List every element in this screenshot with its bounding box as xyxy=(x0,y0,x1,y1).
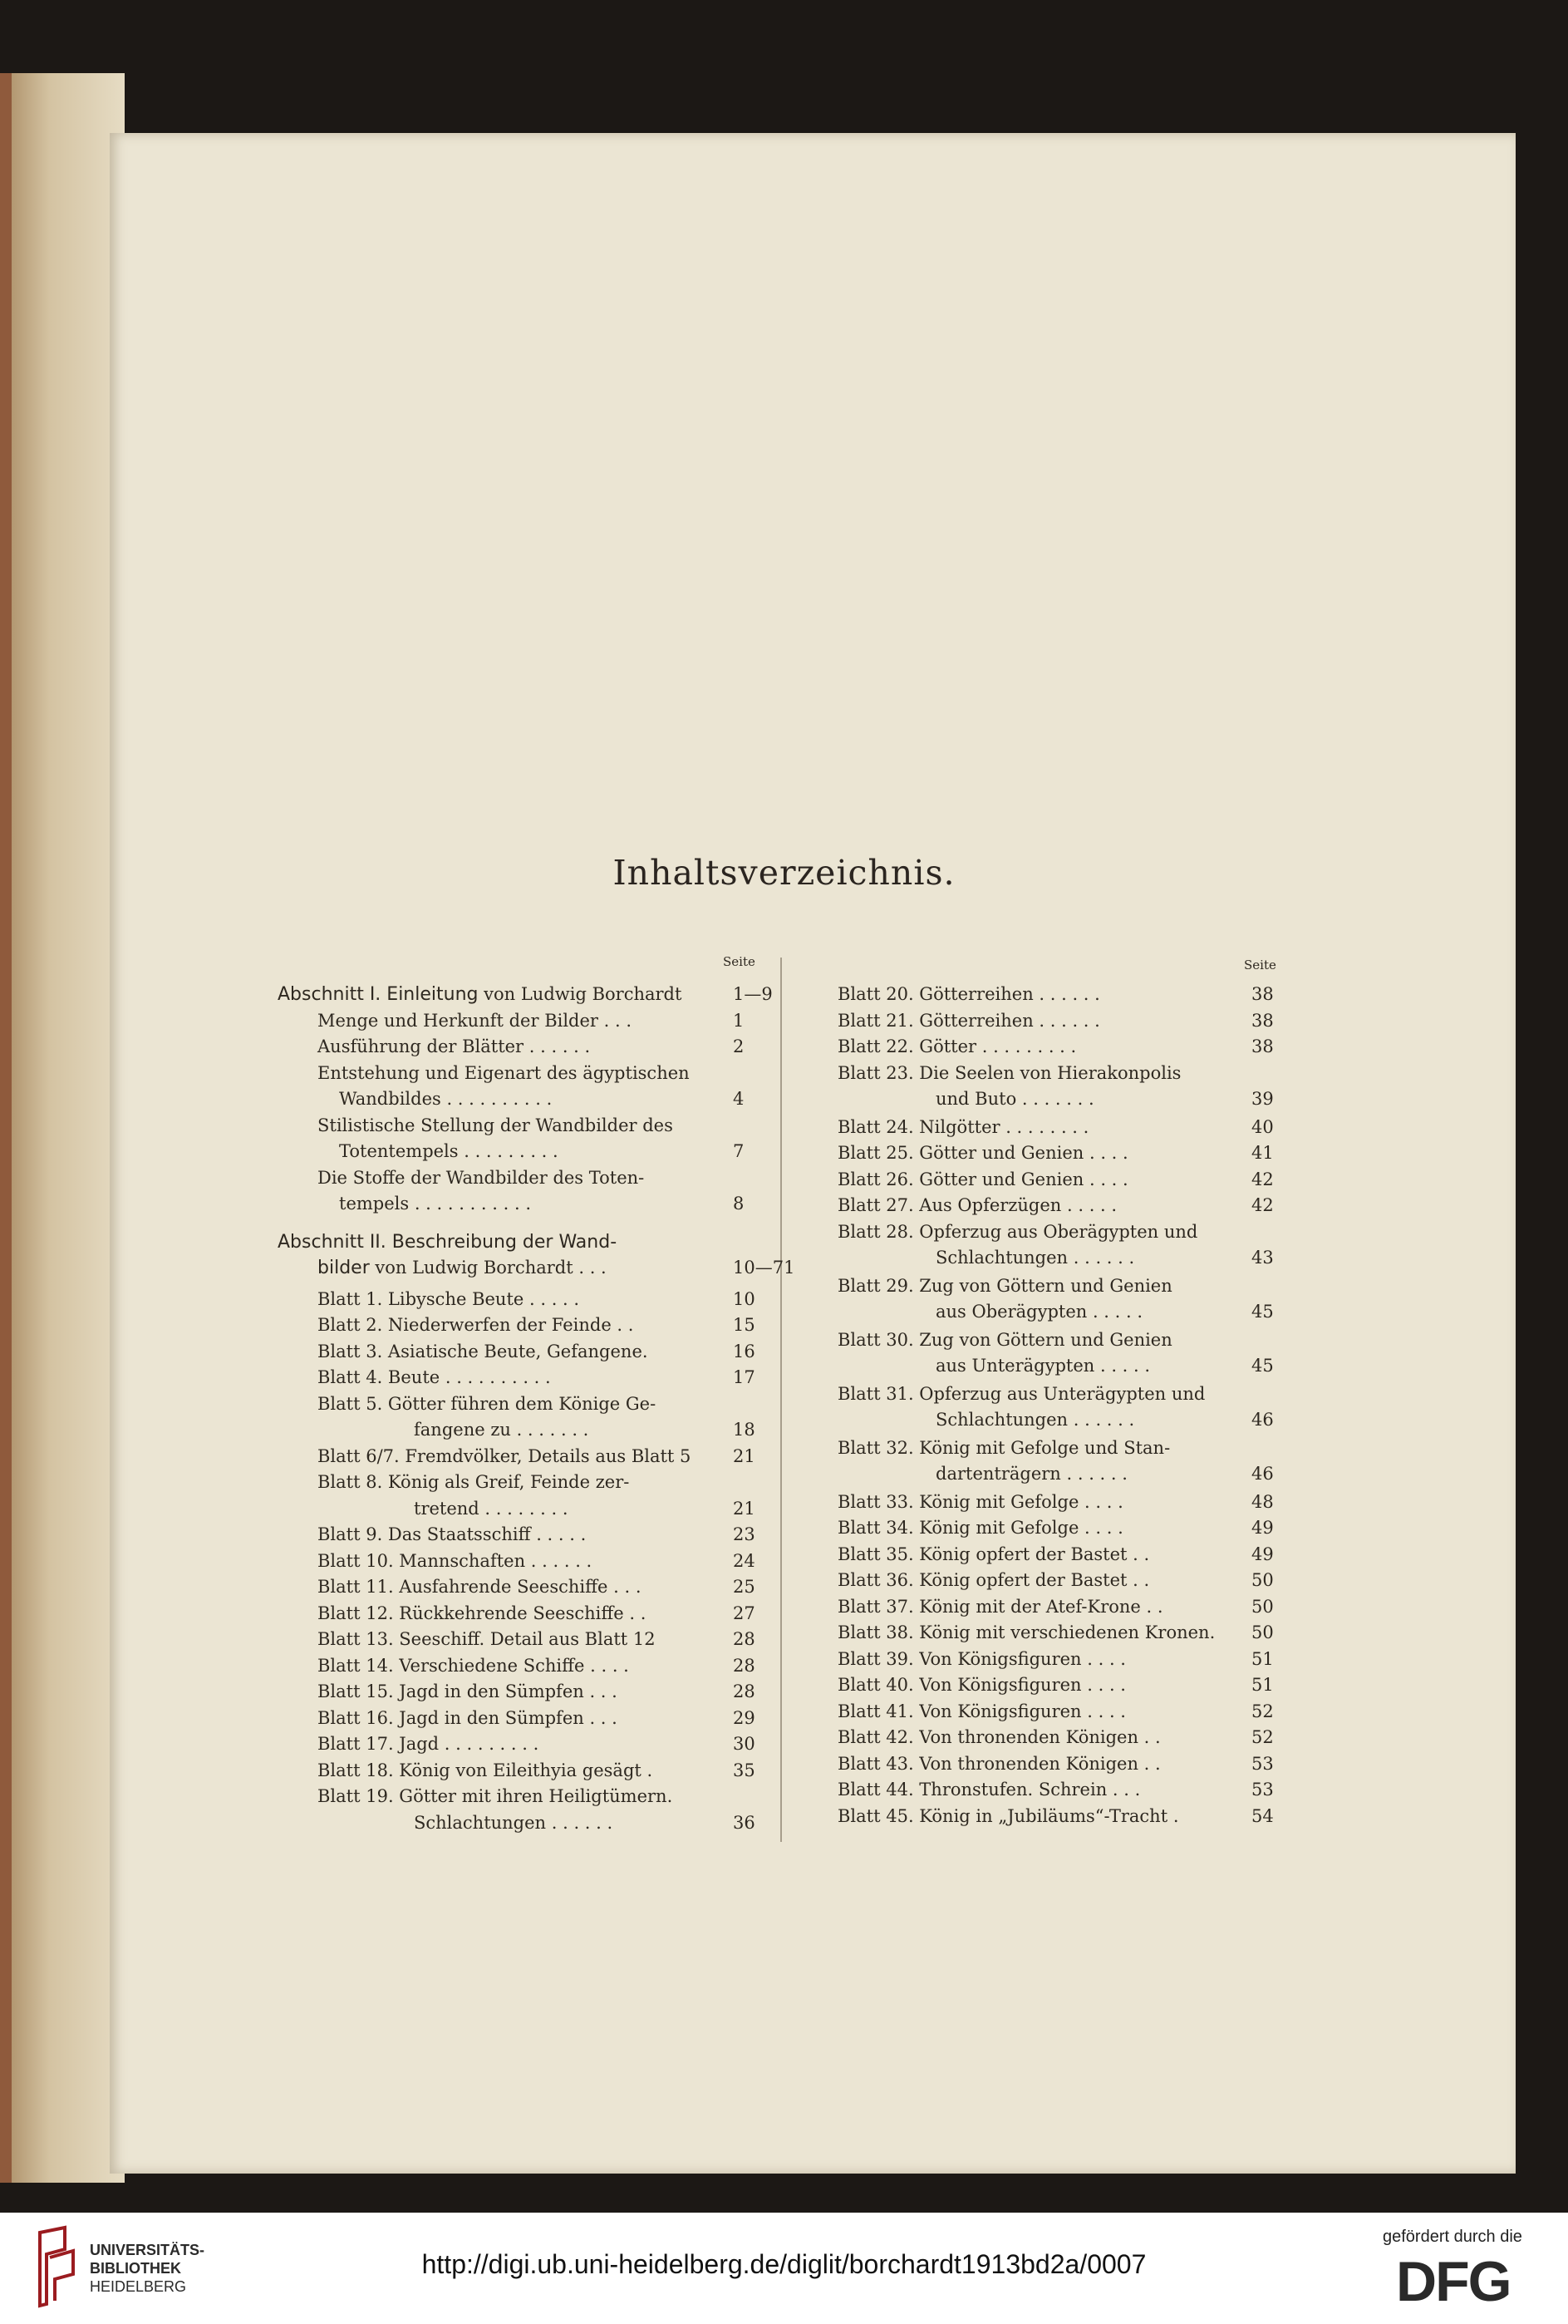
toc-page-number: 40 xyxy=(1251,1116,1274,1137)
toc-entry xyxy=(838,1489,1123,1515)
toc-page-number: 29 xyxy=(733,1707,755,1728)
toc-page-number: 38 xyxy=(1251,984,1274,1004)
toc-entry-text: Blatt 10. Mannschaften . . . . . . xyxy=(317,1550,592,1571)
toc-page-number: 10—71 xyxy=(733,1258,795,1278)
toc-entry xyxy=(317,1312,633,1338)
toc-entry xyxy=(339,1138,558,1164)
toc-entry-text: Blatt 26. Götter und Genien . . . . xyxy=(838,1169,1128,1189)
toc-entry-text: Blatt 21. Götterreihen . . . . . . xyxy=(838,1010,1100,1031)
toc-page-number: 18 xyxy=(733,1420,755,1440)
toc-entry-text: Blatt 25. Götter und Genien . . . . xyxy=(838,1143,1128,1163)
toc-page-number: 24 xyxy=(733,1550,755,1571)
toc-page-number: 52 xyxy=(1251,1727,1274,1747)
toc-entry xyxy=(317,1731,538,1757)
toc-page-number: 21 xyxy=(733,1498,755,1519)
toc-entry-text: Blatt 35. König opfert der Bastet . . xyxy=(838,1544,1150,1564)
toc-entry xyxy=(838,1672,1126,1698)
toc-entry-text: Wandbildes . . . . . . . . . . xyxy=(339,1089,553,1109)
toc-page-number: 1 xyxy=(733,1010,745,1031)
toc-page-number: 42 xyxy=(1251,1195,1274,1215)
toc-entry xyxy=(838,1114,1089,1140)
toc-entry xyxy=(278,981,681,1008)
toc-entry xyxy=(317,1521,586,1548)
toc-entry xyxy=(317,1254,607,1282)
toc-entry-text: Blatt 29. Zug von Göttern und Genien xyxy=(838,1275,1172,1296)
toc-entry xyxy=(936,1086,1094,1112)
toc-page-number: 25 xyxy=(733,1577,755,1597)
toc-entry xyxy=(339,1086,552,1112)
toc-page-number: 52 xyxy=(1251,1701,1274,1721)
toc-entry-text: Blatt 36. König opfert der Bastet . . xyxy=(838,1570,1150,1590)
toc-entry xyxy=(317,1364,551,1391)
toc-entry xyxy=(936,1460,1128,1487)
toc-entry xyxy=(317,1469,629,1495)
toc-entry-text: Entstehung und Eigenart des ägyptischen xyxy=(317,1062,690,1083)
toc-page-number: 49 xyxy=(1251,1518,1274,1538)
toc-entry-text: Blatt 30. Zug von Göttern und Genien xyxy=(838,1329,1172,1350)
toc-right-column xyxy=(838,981,1286,1845)
toc-entry xyxy=(414,1809,612,1836)
library-name-line1: UNIVERSITÄTS- xyxy=(90,2242,205,2258)
toc-entry-text: Blatt 17. Jagd . . . . . . . . . xyxy=(317,1734,539,1754)
toc-page-number: 23 xyxy=(733,1524,755,1544)
toc-entry-text: Blatt 18. König von Eileithyia gesägt . xyxy=(317,1760,653,1780)
page-title: Inhaltsverzeichnis. xyxy=(612,853,956,893)
toc-page-number: 51 xyxy=(1251,1675,1274,1695)
toc-entry-text: Schlachtungen . . . . . . xyxy=(936,1410,1135,1430)
toc-entry xyxy=(838,1033,1076,1060)
seite-label-left: Seite xyxy=(723,954,755,969)
toc-entry-text: tretend . . . . . . . . xyxy=(414,1498,568,1519)
toc-entry-text: dartenträgern . . . . . . xyxy=(936,1464,1128,1484)
toc-entry-text: Blatt 8. König als Greif, Feinde zer- xyxy=(317,1472,630,1492)
toc-page-number: 10 xyxy=(733,1288,755,1309)
toc-entry xyxy=(838,1750,1161,1777)
toc-entry-text: Abschnitt I. Einleitung xyxy=(278,984,479,1005)
toc-entry-text: Blatt 6/7. Fremdvölker, Details aus Blatt 5 xyxy=(317,1445,691,1466)
toc-entry xyxy=(838,1327,1172,1353)
toc-page-number: 54 xyxy=(1251,1805,1274,1826)
toc-entry-text: Blatt 33. König mit Gefolge . . . . xyxy=(838,1491,1123,1512)
funded-by-label: gefördert durch die xyxy=(1383,2228,1522,2246)
toc-entry xyxy=(838,1166,1128,1193)
toc-entry-text: Blatt 9. Das Staatsschiff . . . . . xyxy=(317,1524,587,1544)
toc-page-number: 46 xyxy=(1251,1410,1274,1430)
toc-entry xyxy=(278,1228,617,1256)
toc-entry-text: bilder xyxy=(317,1258,370,1278)
toc-entry-text: Blatt 37. König mit der Atef-Krone . . xyxy=(838,1596,1163,1617)
toc-entry xyxy=(317,1060,690,1086)
toc-entry xyxy=(339,1190,531,1217)
toc-page-number: 50 xyxy=(1251,1596,1274,1617)
toc-entry-text: aus Unterägypten . . . . . xyxy=(936,1356,1151,1376)
toc-page-number: 43 xyxy=(1251,1248,1274,1268)
toc-page-number: 38 xyxy=(1251,1036,1274,1056)
toc-entry xyxy=(838,1192,1117,1219)
toc-entry-text: Blatt 22. Götter . . . . . . . . . xyxy=(838,1036,1077,1056)
toc-entry-text: Blatt 16. Jagd in den Sümpfen . . . xyxy=(317,1707,617,1728)
toc-page-number: 49 xyxy=(1251,1544,1274,1564)
toc-entry xyxy=(838,1619,1215,1646)
toc-page-number: 50 xyxy=(1251,1622,1274,1642)
toc-entry xyxy=(317,1783,672,1809)
toc-entry xyxy=(317,1007,632,1034)
toc-page-number: 39 xyxy=(1251,1089,1274,1109)
seite-label-right: Seite xyxy=(1244,958,1276,972)
toc-entry-text: Blatt 1. Libysche Beute . . . . . xyxy=(317,1288,580,1309)
toc-entry xyxy=(414,1495,568,1522)
toc-entry xyxy=(838,1140,1128,1166)
toc-entry-text: Blatt 5. Götter führen dem Könige Ge- xyxy=(317,1393,656,1414)
toc-entry-text: Abschnitt II. Beschreibung der Wand- xyxy=(278,1231,617,1253)
toc-entry-text: Blatt 15. Jagd in den Sümpfen . . . xyxy=(317,1681,617,1701)
toc-entry xyxy=(838,1803,1179,1829)
toc-page-number: 7 xyxy=(733,1141,745,1161)
toc-page-number: 2 xyxy=(733,1036,745,1056)
toc-entry xyxy=(936,1298,1143,1325)
toc-entry-text: Blatt 13. Seeschiff. Detail aus Blatt 12 xyxy=(317,1629,656,1649)
toc-entry-text: Die Stoffe der Wandbilder des Toten- xyxy=(317,1167,645,1188)
source-url[interactable]: http://digi.ub.uni-heidelberg.de/diglit/borchardt1913bd2a/0007 xyxy=(421,2249,1147,2279)
toc-entry-text: Blatt 45. König in „Jubiläums“-Tracht . xyxy=(838,1805,1179,1826)
toc-page-number: 4 xyxy=(733,1089,745,1109)
dfg-logo: DFG xyxy=(1396,2250,1511,2313)
toc-page-number: 16 xyxy=(733,1341,755,1361)
toc-entry xyxy=(838,1593,1163,1620)
toc-page-number: 51 xyxy=(1251,1648,1274,1669)
toc-entry xyxy=(838,1435,1170,1461)
left-page-edge xyxy=(0,73,125,2183)
toc-entry-text: tempels . . . . . . . . . . . xyxy=(339,1194,531,1214)
toc-entry-text: Blatt 41. Von Königsfiguren . . . . xyxy=(838,1701,1126,1721)
toc-entry xyxy=(317,1112,673,1139)
toc-page-number: 15 xyxy=(733,1315,755,1335)
toc-entry xyxy=(838,1381,1205,1407)
toc-entry xyxy=(317,1678,617,1705)
toc-entry-text: Schlachtungen . . . . . . xyxy=(936,1248,1135,1268)
toc-page-number: 35 xyxy=(733,1760,755,1780)
toc-page-number: 50 xyxy=(1251,1570,1274,1590)
toc-page-number: 28 xyxy=(733,1681,755,1701)
toc-entry xyxy=(317,1705,617,1731)
toc-page-number: 8 xyxy=(733,1194,745,1214)
toc-entry-text: Blatt 2. Niederwerfen der Feinde . . xyxy=(317,1315,634,1335)
toc-entry-text: Blatt 38. König mit verschiedenen Kronen. xyxy=(838,1622,1216,1642)
book-cover-edge xyxy=(0,73,12,2183)
toc-entry xyxy=(317,1391,656,1417)
toc-page-number: 45 xyxy=(1251,1356,1274,1376)
toc-entry-text: Blatt 44. Thronstufen. Schrein . . . xyxy=(838,1780,1141,1800)
toc-page-number: 53 xyxy=(1251,1780,1274,1800)
toc-entry xyxy=(838,1698,1126,1725)
toc-entry xyxy=(317,1338,648,1365)
toc-entry xyxy=(838,1724,1161,1750)
toc-entry-text: Blatt 4. Beute . . . . . . . . . . xyxy=(317,1367,551,1387)
column-divider xyxy=(780,958,782,1842)
toc-entry xyxy=(838,1567,1149,1593)
toc-entry xyxy=(317,1573,641,1600)
toc-entry xyxy=(317,1626,656,1652)
toc-page-number: 36 xyxy=(733,1812,755,1833)
toc-entry-text: Blatt 40. Von Königsfiguren . . . . xyxy=(838,1675,1126,1695)
toc-page-number: 42 xyxy=(1251,1169,1274,1189)
toc-entry xyxy=(414,1416,588,1443)
toc-entry xyxy=(317,1548,592,1574)
toc-entry-text: Blatt 19. Götter mit ihren Heiligtümern. xyxy=(317,1786,673,1806)
toc-entry xyxy=(838,1541,1149,1568)
toc-entry xyxy=(936,1406,1134,1433)
toc-page-number: 41 xyxy=(1251,1143,1274,1163)
toc-page-number: 28 xyxy=(733,1629,755,1649)
toc-entry xyxy=(838,1007,1100,1034)
toc-entry xyxy=(838,981,1100,1007)
toc-page-number: 38 xyxy=(1251,1010,1274,1031)
toc-entry-text: Blatt 12. Rückkehrende Seeschiffe . . xyxy=(317,1603,646,1623)
toc-entry-text: Blatt 11. Ausfahrende Seeschiffe . . . xyxy=(317,1577,641,1597)
toc-entry xyxy=(838,1219,1197,1245)
toc-left-column xyxy=(278,981,795,1845)
toc-entry xyxy=(317,1757,652,1784)
toc-entry xyxy=(317,1652,629,1679)
toc-entry-text: Menge und Herkunft der Bilder . . . xyxy=(317,1010,632,1031)
toc-page-number: 30 xyxy=(733,1734,755,1754)
toc-entry xyxy=(317,1033,590,1060)
toc-entry-text: Blatt 32. König mit Gefolge und Stan- xyxy=(838,1437,1171,1458)
toc-entry-text: Schlachtungen . . . . . . xyxy=(414,1812,613,1833)
toc-page-number: 17 xyxy=(733,1367,755,1387)
library-name-line2: BIBLIOTHEK xyxy=(90,2260,181,2277)
toc-entry-text: Blatt 34. König mit Gefolge . . . . xyxy=(838,1518,1123,1538)
toc-entry xyxy=(936,1244,1134,1271)
toc-entry xyxy=(838,1776,1140,1803)
library-name-line3: HEIDELBERG xyxy=(90,2278,187,2295)
toc-page-number: 53 xyxy=(1251,1753,1274,1774)
toc-entry-text: Ausführung der Blätter . . . . . . xyxy=(317,1036,591,1056)
toc-entry-author: von Ludwig Borchardt . . . xyxy=(369,1258,607,1278)
toc-entry-text: Blatt 20. Götterreihen . . . . . . xyxy=(838,984,1100,1004)
toc-entry-text: Blatt 23. Die Seelen von Hierakonpolis xyxy=(838,1062,1182,1083)
toc-page-number: 1—9 xyxy=(733,984,773,1004)
toc-entry xyxy=(838,1646,1126,1672)
toc-page-number: 45 xyxy=(1251,1302,1274,1322)
toc-entry xyxy=(317,1286,579,1312)
toc-entry-text: Blatt 27. Aus Opferzügen . . . . . xyxy=(838,1195,1118,1215)
toc-entry-text: Blatt 24. Nilgötter . . . . . . . . xyxy=(838,1116,1089,1137)
toc-entry-text: und Buto . . . . . . . xyxy=(936,1089,1094,1109)
toc-entry-author: von Ludwig Borchardt xyxy=(478,984,682,1004)
toc-entry-text: Blatt 31. Opferzug aus Unterägypten und xyxy=(838,1383,1206,1404)
toc-page-number: 28 xyxy=(733,1655,755,1676)
toc-entry xyxy=(317,1443,691,1470)
toc-entry-text: Blatt 39. Von Königsfiguren . . . . xyxy=(838,1648,1126,1669)
toc-page-number: 27 xyxy=(733,1603,755,1623)
toc-page-number: 48 xyxy=(1251,1491,1274,1512)
toc-entry-text: Totentempels . . . . . . . . . xyxy=(339,1141,558,1161)
toc-entry xyxy=(317,1600,646,1627)
toc-entry-text: Blatt 3. Asiatische Beute, Gefangene. xyxy=(317,1341,648,1361)
toc-entry xyxy=(838,1514,1123,1541)
toc-entry-text: Stilistische Stellung der Wandbilder des xyxy=(317,1115,673,1135)
toc-entry-text: Blatt 43. Von thronenden Königen . . xyxy=(838,1753,1161,1774)
toc-entry xyxy=(317,1164,644,1191)
toc-entry xyxy=(838,1273,1172,1299)
toc-entry-text: fangene zu . . . . . . . xyxy=(414,1420,589,1440)
toc-entry xyxy=(936,1352,1150,1379)
toc-page-number: 46 xyxy=(1251,1464,1274,1484)
toc-entry-text: Blatt 28. Opferzug aus Oberägypten und xyxy=(838,1221,1198,1242)
toc-entry xyxy=(838,1060,1181,1086)
toc-entry-text: Blatt 42. Von thronenden Königen . . xyxy=(838,1727,1161,1747)
toc-entry-text: aus Oberägypten . . . . . xyxy=(936,1302,1143,1322)
toc-page-number: 21 xyxy=(733,1445,755,1466)
toc-entry-text: Blatt 14. Verschiedene Schiffe . . . . xyxy=(317,1655,629,1676)
